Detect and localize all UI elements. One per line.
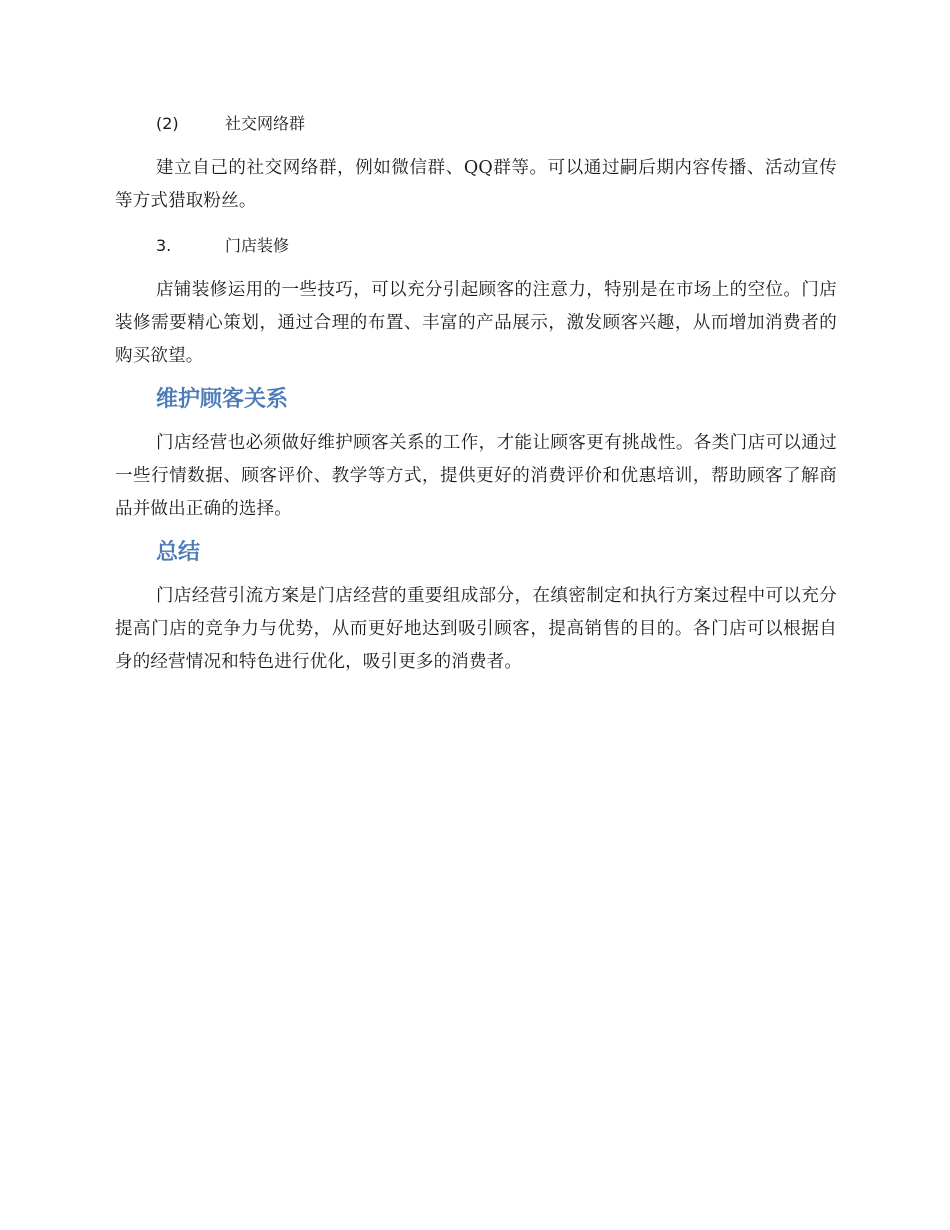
list-title: 社交网络群 [225,114,306,133]
paragraph-customer-relations: 门店经营也必须做好维护顾客关系的工作，才能让顾客更有挑战性。各类门店可以通过一些行情数据、顾客评价、教学等方式，提供更好的消费评价和优惠培训，帮助顾客了解商品并做出正确的选择。 [115,433,837,519]
paragraph-store-decoration: 店铺装修运用的一些技巧，可以充分引起顾客的注意力，特别是在市场上的空位。门店装修需要精心策划，通过合理的布置、丰富的产品展示，激发顾客兴趣，从而增加消费者的购买欲望。 [115,280,837,366]
paragraph-summary: 门店经营引流方案是门店经营的重要组成部分，在缜密制定和执行方案过程中可以充分提高门店的竞争力与优势，从而更好地达到吸引顾客，提高销售的目的。各门店可以根据自身的经营情况和特色进行优化，吸引更多的消费者。 [115,586,837,672]
document-body [115,108,837,679]
list-number: 3. [156,236,172,255]
list-item-social-network [156,108,837,140]
list-number: (2) [156,114,179,133]
list-item-store-decoration [156,230,837,262]
section-heading-summary: 总结 [156,540,201,565]
section-heading-customer-relations: 维护顾客关系 [156,387,289,412]
paragraph-social-network: 建立自己的社交网络群，例如微信群、QQ群等。可以通过嗣后期内容传播、活动宣传等方式猎取粉丝。 [115,158,837,211]
list-title: 门店装修 [225,236,290,255]
